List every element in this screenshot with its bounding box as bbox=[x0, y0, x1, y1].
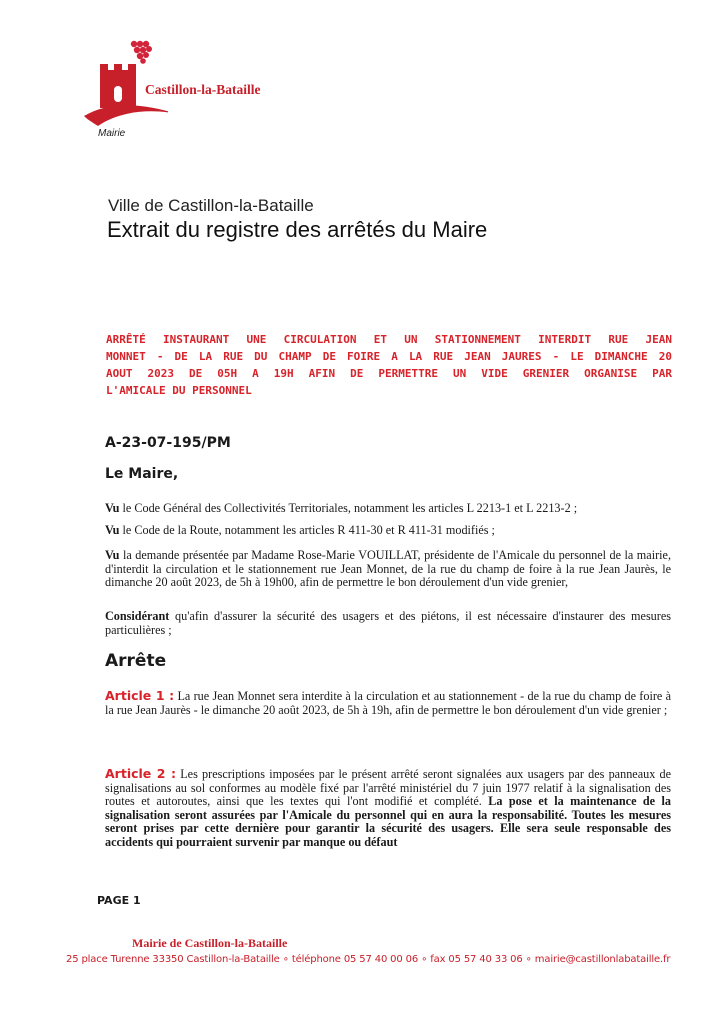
article-paragraph bbox=[105, 689, 671, 717]
article-text: La rue Jean Monnet sera interdite à la circulation et au stationnement - de la rue du champ de foire à la rue Jean Jaurès - le dimanche 20 août 2023, de 5h à 19h, afin de permettre le bon déroulement d'un vide grenier ; bbox=[105, 689, 672, 717]
consideration-lead: Vu bbox=[105, 548, 120, 562]
footer-address: 25 place Turenne 33350 Castillon-la-Bataille ∘ téléphone 05 57 40 00 06 ∘ fax 05 57 40 33 06 ∘ mairie@castillonlabataille.fr bbox=[66, 954, 671, 965]
article-label: Article 2 : bbox=[105, 766, 177, 781]
logo-name: Castillon-la-Bataille bbox=[145, 82, 261, 97]
register-title: Extrait du registre des arrêtés du Maire bbox=[107, 217, 488, 242]
city-name: Ville de Castillon-la-Bataille bbox=[108, 196, 314, 215]
consideration-text: la demande présentée par Madame Rose-Marie VOUILLAT, présidente de l'Amicale du personnel de la mairie, d'interdit la circulation et le stationnement rue Jean Monnet, de la rue du champ de foire à la rue Jean Jaurès, le dimanche 20 août 2023, de 5h à 19h00, afin de permettre le bon déroulement d'un vide grenier, bbox=[105, 548, 671, 590]
article-text: Les prescriptions imposées par le présent arrêté seront signalées aux usagers par des panneaux de signalisations au sol conformes au modèle fixé par l'arrêté ministériel du 7 juin 1977 relatif à la signalisation des routes et autoroutes, ainsi que les textes qui l'ont modifié et complété. bbox=[105, 767, 672, 809]
consideration-paragraph bbox=[105, 524, 671, 538]
article-paragraph bbox=[105, 767, 671, 850]
consideration-paragraph bbox=[105, 549, 671, 590]
decree-title bbox=[106, 331, 672, 399]
page-number: PAGE 1 bbox=[97, 894, 141, 907]
consideration-text: le Code de la Route, notamment les articles R 411-30 et R 411-31 modifiés ; bbox=[119, 523, 495, 537]
arrete-heading: Arrête bbox=[105, 651, 167, 671]
consideration-paragraph bbox=[105, 610, 671, 637]
consideration-lead: Vu bbox=[105, 501, 120, 515]
decree-title-line: L'AMICALE DU PERSONNEL bbox=[106, 384, 252, 397]
logo-subtitle: Mairie bbox=[98, 128, 126, 139]
mairie-logo bbox=[78, 38, 318, 148]
consideration-paragraph bbox=[105, 502, 671, 516]
decree-title-line: AOUT 2023 DE 05H A 19H AFIN DE PERMETTRE UN VIDE GRENIER ORGANISE PAR bbox=[106, 367, 672, 380]
le-maire-heading: Le Maire, bbox=[105, 466, 179, 482]
consideration-text: le Code Général des Collectivités Territoriales, notamment les articles L 2213-1 et L 2213-2 ; bbox=[119, 501, 578, 515]
consideration-lead: Considérant bbox=[105, 609, 170, 623]
decree-title-line: MONNET - DE LA RUE DU CHAMP DE FOIRE A LA RUE JEAN JAURES - LE DIMANCHE 20 bbox=[106, 350, 672, 363]
article-bold-text: La pose et la maintenance de la signalisation seront assurées par l'Amicale du personnel qui en aura la responsabilité. Toutes les mesures seront prises par cette dernière pour garantir la sécurité des usagers. Elle sera seule responsable des accidents qui pourraient survenir par manque ou défaut bbox=[105, 794, 671, 849]
decree-reference: A-23-07-195/PM bbox=[105, 435, 231, 451]
footer-title: Mairie de Castillon-la-Bataille bbox=[132, 936, 288, 950]
consideration-lead: Vu bbox=[105, 523, 120, 537]
article-label: Article 1 : bbox=[105, 688, 175, 703]
decree-title-line: ARRÊTÉ INSTAURANT UNE CIRCULATION ET UN STATIONNEMENT INTERDIT RUE JEAN bbox=[106, 333, 672, 346]
consideration-text: qu'afin d'assurer la sécurité des usagers et des piétons, il est nécessaire d'instaurer des mesures particulières ; bbox=[105, 609, 671, 637]
